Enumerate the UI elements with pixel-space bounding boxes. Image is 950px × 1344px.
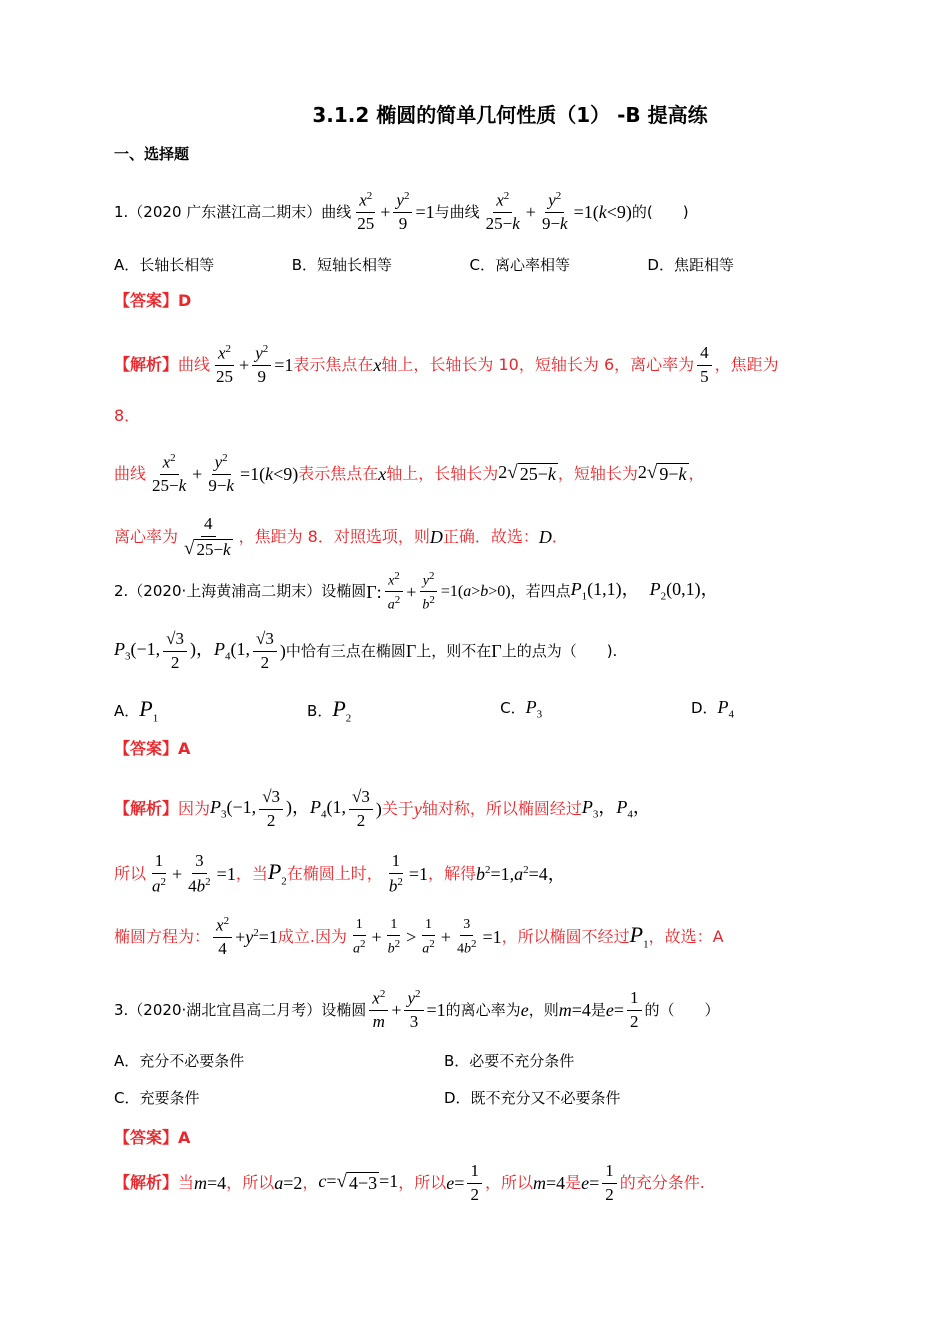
q1-sol2-d: ，短轴长为 <box>557 464 638 484</box>
q1-sol3-a: 离心率为 <box>114 527 179 547</box>
q1-option-d[interactable]: D．焦距相等 <box>647 256 734 274</box>
q1-option-a[interactable]: A．长轴长相等 <box>114 256 215 274</box>
q2-option-c-label: C． <box>500 699 526 717</box>
q1-sol1-a: 曲线 <box>178 355 211 375</box>
q2-solution-line3: 椭圆方程为： $\frac{x^2}{4}$ $+y^2=1$ 成立.因为 $\frac{1}{a^2}$ + $\frac{1}{b^2}$ > $\frac{1}{a^2}$ + $\frac{3}{4b^2}$ =1 ，所以椭圆不经过 $P_1$ ，故选：A <box>114 915 724 959</box>
q2-option-b-label: B． <box>307 702 333 720</box>
q2-stem-line2-end: 上，则不在 <box>416 641 492 660</box>
q3-stem-mid: 的离心率为 <box>445 1000 521 1019</box>
q2-solution-head: 【解析】 <box>114 799 179 819</box>
q3-sol-g: 的充分条件. <box>619 1173 705 1193</box>
q2-sol1-b: 关于 <box>381 799 414 819</box>
q1-solution-line3: 离心率为 4 √ 25−k ，焦距为 8．对照选项，则 D 正确．故选： D ． <box>114 514 568 559</box>
q2-stem-line2-tail: 上的点为（ ). <box>501 641 618 660</box>
q3-option-a[interactable]: A．充分不必要条件 <box>114 1052 245 1070</box>
q3-sol-f: 是 <box>565 1173 582 1193</box>
q2-options <box>114 698 890 724</box>
q2-sol2-d: ，解得 <box>427 864 476 884</box>
q2-sol3-a: 椭圆方程为： <box>114 927 211 947</box>
q2-option-d-label: D． <box>690 699 718 717</box>
q2-option-d[interactable]: D．$P_4$ <box>690 697 734 721</box>
q3-stem-prefix: 3.（2020·湖北宜昌高二月考）设椭圆 <box>114 1000 367 1019</box>
q3-options <box>114 1054 890 1106</box>
q2-option-a-label: A． <box>114 702 140 720</box>
q2-sol2-a: 所以 <box>114 864 147 884</box>
q2-sol1-c: 轴对称，所以椭圆经过 <box>421 799 582 819</box>
q2-sol3-d: ，故选：A <box>648 927 724 947</box>
q3-stem-suffix: 的（ ） <box>644 1000 720 1019</box>
q3-stem-mid2: ，则 <box>528 1000 559 1019</box>
q3-sol-b: ，所以 <box>226 1173 275 1193</box>
q2-sol2-b: ，当 <box>235 864 268 884</box>
q1-sol3-b: ，焦距为 8．对照选项，则 <box>238 527 430 547</box>
section-heading: 一、选择题 <box>114 145 190 163</box>
q2-sol2-c: 在椭圆上时， <box>286 864 383 884</box>
q3-stem-mid3: 是 <box>590 1000 606 1019</box>
q3-option-d[interactable]: D．既不充分又不必要条件 <box>444 1089 621 1107</box>
q1-stem-suffix: 的( ) <box>631 202 689 221</box>
q1-sol2-a: 曲线 <box>114 464 147 484</box>
q2-solution-line1: 【解析】 因为 $P_3(-1$, $\frac{√3}{2}$ )，$P_4(1$, $\frac{√3}{2}$ ) 关于 y 轴对称，所以椭圆经过 $P_3$，$P_4$， <box>114 787 651 830</box>
q1-sol3-d: ． <box>551 527 568 547</box>
q2-sol3-c: ，所以椭圆不经过 <box>501 927 630 947</box>
q2-sol3-b: 成立.因为 <box>277 927 347 947</box>
page-title: 3.1.2 椭圆的简单几何性质（1） -B 提高练 <box>312 103 708 127</box>
q3-sol-a: 当 <box>178 1173 195 1193</box>
q1-sol2-e: ， <box>688 464 705 484</box>
q3-sol-d: ，所以 <box>398 1173 447 1193</box>
q3-sol-e: ，所以 <box>484 1173 533 1193</box>
q3-answer: 【答案】A <box>114 1128 191 1147</box>
q1-options <box>114 258 890 273</box>
q1-stem: 1.（2020 广东湛江高二期末）曲线 $\frac{x^2}{25}$ + $\frac{y^2}{9}$ =1 与曲线 $\frac{x^2}{25-k}$ + $\frac{y^2}{9-k}$ =1(k<9) 的( ) <box>114 190 689 234</box>
q2-stem-line2-mid: 中恰有三点在椭圆 <box>285 641 406 660</box>
q3-option-b[interactable]: B．必要不充分条件 <box>444 1052 575 1070</box>
q1-sol2-b: 表示焦点在 <box>298 464 379 484</box>
q2-sol1-a: 因为 <box>178 799 211 819</box>
q2-stem-mid: ，若四点 <box>510 582 571 601</box>
q3-sol-c: ， <box>302 1173 319 1193</box>
q2-option-a[interactable]: A．$P_1$ <box>114 696 159 725</box>
q2-stem-line2: $P_3(-1$, $\frac{√3}{2}$ )，$P_4(1$, $\frac{√3}{2}$ ) 中恰有三点在椭圆 Γ 上，则不在 Γ 上的点为（ ). <box>114 629 618 672</box>
q3-solution-head: 【解析】 <box>114 1173 179 1193</box>
q1-solution-line1: 【解析】 曲线 $\frac{x^2}{25}$ + $\frac{y^2}{9}$ =1 表示焦点在 x 轴上，长轴长为 10，短轴长为 6，离心率为 $\frac{4}{5}$ ，焦距为 <box>114 342 779 387</box>
q2-option-b[interactable]: B．$P_2$ <box>307 696 352 725</box>
q1-sol1-b: 表示焦点在 <box>293 355 374 375</box>
q1-solution-line2: 曲线 $\frac{x^2}{25-k}$ + $\frac{y^2}{9-k}$ =1(k<9) 表示焦点在 x 轴上，长轴长为 2 √ 25−k ，短轴长为 2 √ 9−k ， <box>114 452 705 496</box>
q3-option-c[interactable]: C．充要条件 <box>114 1089 200 1107</box>
q1-stem-prefix: 1.（2020 广东湛江高二期末）曲线 <box>114 202 352 221</box>
q1-sol2-c: 轴上，长轴长为 <box>386 464 499 484</box>
q3-stem: 3.（2020·湖北宜昌高二月考）设椭圆 $\frac{x^2}{m}$ + $\frac{y^2}{3}$ =1 的离心率为 e ，则 m=4 是 e= $\frac{1}{2}$ 的（ ） <box>114 987 720 1032</box>
q2-option-c[interactable]: C．$P_3$ <box>500 697 543 721</box>
q1-option-b[interactable]: B．短轴长相等 <box>291 256 393 274</box>
q3-solution: 【解析】 当 m=4 ，所以 a=2 ， c= √ 4−3 =1 ，所以 e= $\frac{1}{2}$ ，所以 m=4 是 e= $\frac{1}{2}$ 的充分条件. <box>114 1161 705 1204</box>
q1-answer: 【答案】D <box>114 291 192 310</box>
q1-sol1-e: 8． <box>114 406 141 425</box>
q1-stem-mid: 与曲线 <box>434 202 480 221</box>
q1-sol3-c: 正确．故选： <box>442 527 539 547</box>
q1-sol1-c: 轴上，长轴长为 10，短轴长为 6，离心率为 <box>381 355 695 375</box>
q2-answer: 【答案】A <box>114 739 191 758</box>
q1-solution-head: 【解析】 <box>114 355 179 375</box>
q2-solution-line2: 所以 $\frac{1}{a^2}$ + $\frac{3}{4b^2}$ =1 ，当 $P_2$ 在椭圆上时， $\frac{1}{b^2}$ =1 ，解得 $b^2=1,a^2=4$， <box>114 851 566 896</box>
q1-option-c[interactable]: C．离心率相等 <box>469 256 570 274</box>
q2-stem-prefix: 2.（2020·上海黄浦高二期末）设椭圆 <box>114 582 367 601</box>
q2-stem: 2.（2020·上海黄浦高二期末）设椭圆 Γ: $\frac{x^2}{a^2}$ + $\frac{y^2}{b^2}$ =1(a>b>0) ，若四点 $P_1(1,1)$， $P_2(0,1)$， <box>114 570 719 613</box>
q1-sol1-d: ，焦距为 <box>714 355 779 375</box>
